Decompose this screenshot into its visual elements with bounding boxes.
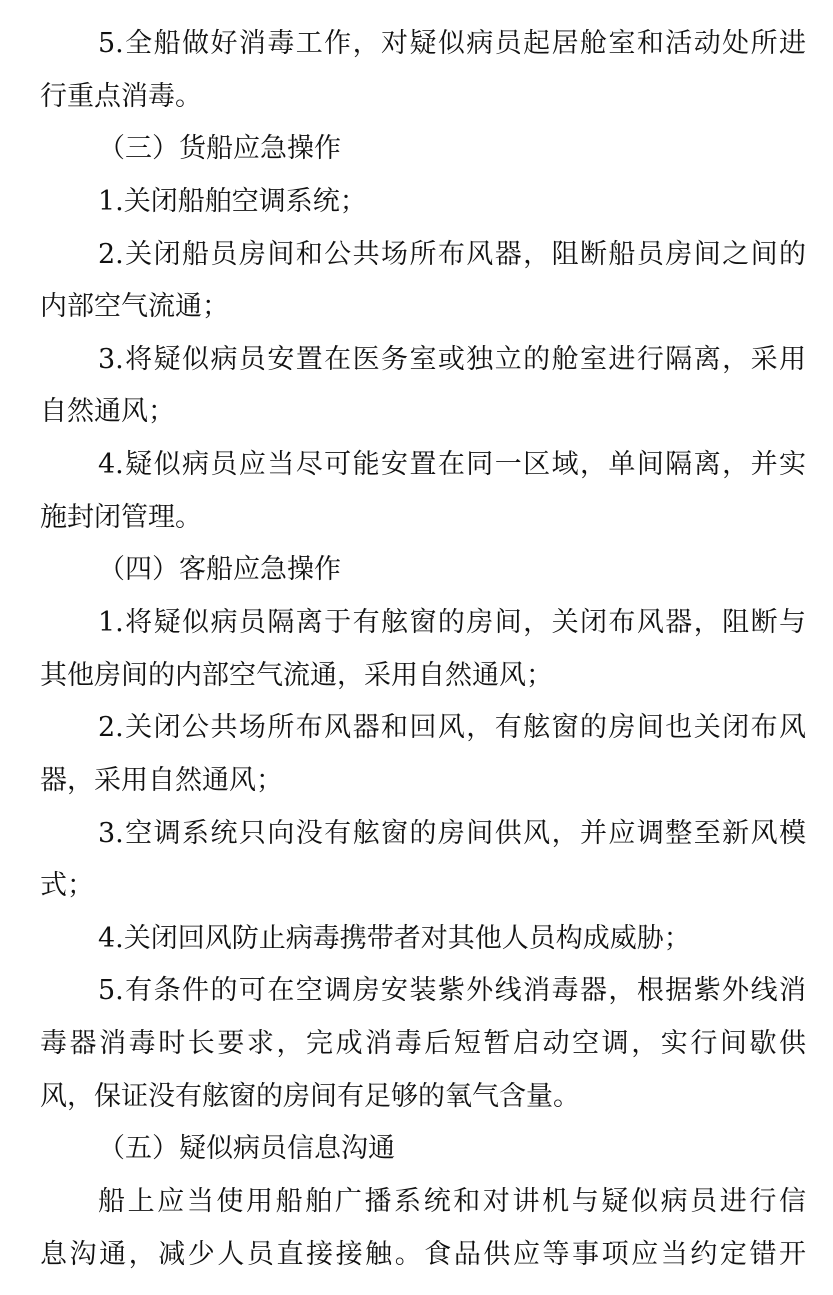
paragraph-line: 其他房间的内部空气流通，采用自然通风；	[40, 660, 553, 691]
paragraph-line: 5.全船做好消毒工作，对疑似病员起居舱室和活动处所进	[98, 28, 806, 59]
paragraph-line: 式；	[40, 870, 94, 901]
paragraph-line: 1.关闭船舶空调系统；	[98, 186, 367, 217]
paragraph-line: 4.关闭回风防止病毒携带者对其他人员构成威胁；	[98, 923, 691, 954]
paragraph-line: 4.疑似病员应当尽可能安置在同一区域，单间隔离，并实	[98, 449, 806, 480]
section-heading: （五）疑似病员信息沟通	[98, 1133, 395, 1164]
section-heading: （四）客船应急操作	[98, 554, 341, 585]
paragraph-line: 2.关闭船员房间和公共场所布风器，阻断船员房间之间的	[98, 239, 806, 270]
paragraph-line: 行重点消毒。	[40, 81, 202, 112]
paragraph-line: 自然通风；	[40, 396, 175, 427]
paragraph-line: 5.有条件的可在空调房安装紫外线消毒器，根据紫外线消	[98, 975, 806, 1006]
paragraph-line: 风，保证没有舷窗的房间有足够的氧气含量。	[40, 1081, 580, 1112]
paragraph-line: 内部空气流通；	[40, 291, 229, 322]
paragraph-line: 3.将疑似病员安置在医务室或独立的舱室进行隔离，采用	[98, 344, 806, 375]
paragraph-line: 器，采用自然通风；	[40, 765, 283, 796]
section-heading: （三）货船应急操作	[98, 133, 341, 164]
paragraph-line: 3.空调系统只向没有舷窗的房间供风，并应调整至新风模	[98, 818, 806, 849]
paragraph-line: 1.将疑似病员隔离于有舷窗的房间，关闭布风器，阻断与	[98, 607, 806, 638]
paragraph-line: 毒器消毒时长要求，完成消毒后短暂启动空调，实行间歇供	[40, 1028, 806, 1059]
paragraph-line: 船上应当使用船舶广播系统和对讲机与疑似病员进行信	[98, 1186, 806, 1217]
paragraph-line: 施封闭管理。	[40, 502, 202, 533]
paragraph-line: 息沟通，减少人员直接接触。食品供应等事项应当约定错开	[40, 1239, 806, 1270]
paragraph-line: 2.关闭公共场所布风器和回风，有舷窗的房间也关闭布风	[98, 712, 806, 743]
